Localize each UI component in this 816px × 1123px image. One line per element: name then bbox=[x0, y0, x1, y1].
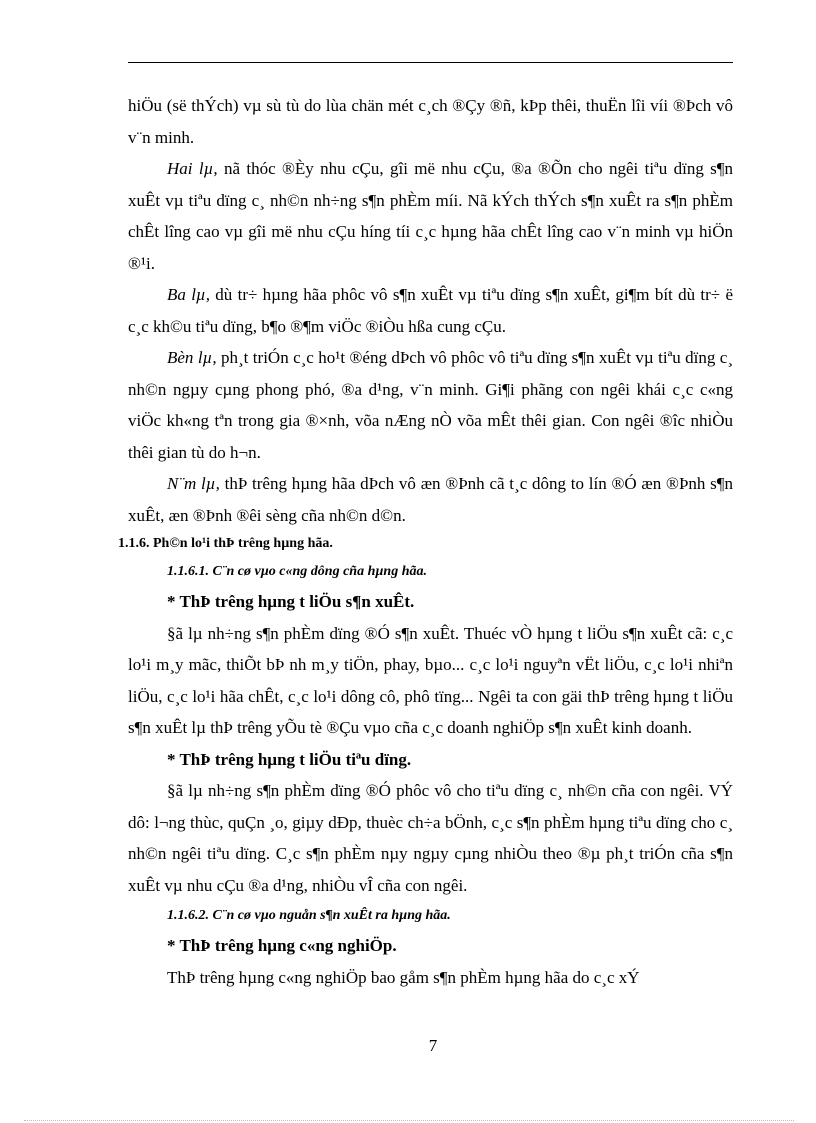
paragraph-2 bbox=[128, 153, 733, 279]
paragraph-3-text: dù tr÷ hµng hãa phôc vô s¶n xuÊt vµ tiªu dïng s¶n xuÊt, gi¶m bít dù tr÷ ë c¸c kh©u tiªu dïng, b¶o ®¶m viÖc ®iÒu hßa cung cÇu. bbox=[128, 285, 734, 336]
paragraph-5-lead: N¨m lµ, bbox=[167, 474, 220, 493]
paragraph-4 bbox=[128, 342, 733, 468]
bullet-heading-production-goods: * ThÞ trêng hµng t liÖu s¶n xuÊt. bbox=[167, 592, 415, 611]
paragraph-5 bbox=[128, 468, 733, 531]
bullet-heading-consumer-goods: * ThÞ trêng hµng t liÖu tiªu dïng. bbox=[167, 749, 412, 769]
bullet-heading-industrial-goods: * ThÞ trêng hµng c«ng nghiÖp. bbox=[167, 936, 397, 955]
footer-rule bbox=[24, 1120, 794, 1121]
paragraph-3-lead: Ba lµ, bbox=[167, 285, 210, 304]
section-heading-1-1-6: 1.1.6. Ph©n lo¹i thÞ trêng hµng hãa. bbox=[118, 536, 333, 551]
paragraph-5-text: thÞ trêng hµng hãa dÞch vô æn ®Þnh cã t¸c dông to lín ®Ó æn ®Þnh s¶n xuÊt, æn ®Þnh ®êi sèng cña nh©n d©n. bbox=[128, 474, 734, 525]
header-rule bbox=[128, 62, 733, 63]
paragraph-6-text: §ã lµ nh÷ng s¶n phÈm dïng ®Ó s¶n xuÊt. Thuéc vÒ hµng t liÖu s¶n xuÊt cã: c¸c lo¹i m¸y mãc, thiÕt bÞ nh m¸y tiÖn, phay, bµo... c¸c lo¹i nguyªn vËt liÖu, c¸c lo¹i nhiªn liÖu, c¸c lo¹i hãa chÊt, c¸c lo¹i dông cô, phô tïng... Ngêi ta con gäi thÞ trêng hµng t liÖu s¶n xuÊt lµ thÞ trêng yÕu tè ®Çu vµo cña c¸c doanh nghiÖp s¶n xuÊt kinh doanh. bbox=[128, 623, 733, 737]
paragraph-7-text: §ã lµ nh÷ng s¶n phÈm dïng ®Ó phôc vô cho tiªu dïng c¸ nh©n cña con ngêi. VÝ dô: l¬ng thùc, quÇn ¸o, giµy dÐp, thuèc ch÷a bÖnh, c¸c s¶n phÈm hµng tiªu dïng cho c¸ nh©n ngêi tiªu dïng. C¸c s¶n phÈm nµy ngµy cµng nhiÒu theo ®µ ph¸t triÓn cña s¶n xuÊt vµ nhu cÇu ®a d¹ng, nhiÒu vÎ cña con ngêi. bbox=[128, 781, 733, 895]
subsection-heading-1-1-6-1: 1.1.6.1. C¨n cø vµo c«ng dông cña hµng hãa. bbox=[167, 564, 427, 579]
paragraph-8 bbox=[128, 962, 733, 994]
paragraph-8-text: ThÞ trêng hµng c«ng nghiÖp bao gåm s¶n phÈm hµng hãa do c¸c xÝ bbox=[167, 967, 640, 987]
paragraph-1-text: hiÖu (së thÝch) vµ sù tù do lùa chän mét c¸ch ®Çy ®ñ, kÞp thêi, thuËn lîi víi ®Þch vô v¨n minh. bbox=[128, 96, 733, 147]
paragraph-7 bbox=[128, 775, 733, 901]
paragraph-6 bbox=[128, 618, 733, 744]
paragraph-4-text: ph¸t triÓn c¸c ho¹t ®éng dÞch vô phôc vô tiªu dïng s¶n xuÊt vµ tiªu dïng c¸ nh©n ngµy cµng phong phó, ®a d¹ng, v¨n minh. Gi¶i phãng con ngêi khái c¸c c«ng viÖc kh«ng tªn trong gia ®×nh, võa nÆng nÒ võa mÊt thêi gian. Con ngêi ®îc nhiÒu thêi gian tù do h¬n. bbox=[128, 348, 733, 462]
paragraph-2-lead: Hai lµ, bbox=[167, 159, 218, 178]
paragraph-4-lead: Bèn lµ, bbox=[167, 348, 217, 367]
page-number: 7 bbox=[428, 1036, 438, 1055]
subsection-heading-1-1-6-2: 1.1.6.2. C¨n cø vµo nguån s¶n xuÊt ra hµng hãa. bbox=[167, 908, 451, 923]
paragraph-1 bbox=[128, 90, 733, 153]
document-body bbox=[118, 90, 734, 993]
paragraph-3 bbox=[128, 279, 733, 342]
paragraph-2-text: nã thóc ®Èy nhu cÇu, gîi më nhu cÇu, ®a ®Õn cho ngêi tiªu dïng s¶n xuÊt vµ tiªu dïng c¸ nh©n nh÷ng s¶n phÈm míi. Nã kÝch thÝch s¶n xuÊt ra s¶n phÈm chÊt lîng cao vµ gîi më nhu cÇu híng tíi c¸c hµng hãa chÊt lîng cao v¨n minh vµ hiÖn ®¹i. bbox=[128, 159, 733, 273]
